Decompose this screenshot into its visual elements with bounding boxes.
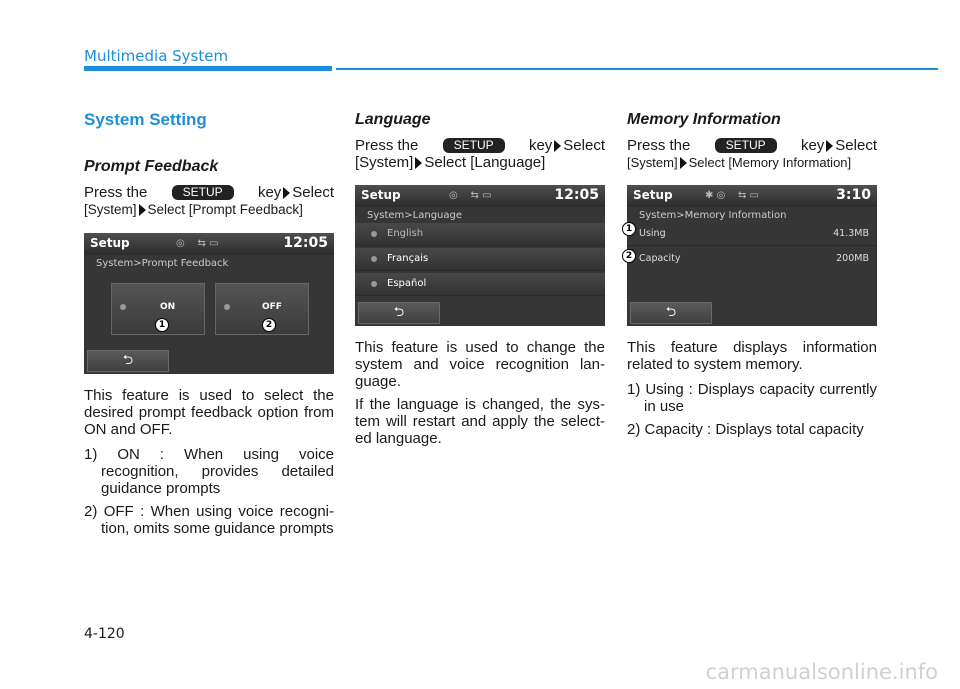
radio-dot-icon xyxy=(371,256,377,262)
description: This feature displays information related to system memory. xyxy=(627,339,877,373)
screen-prompt-feedback xyxy=(84,233,334,374)
instr-select: Select xyxy=(835,137,877,154)
arrow-right-icon xyxy=(554,140,561,152)
language-label: English xyxy=(387,228,424,239)
heading-system-setting: System Setting xyxy=(84,110,207,129)
instr-path-b: Select [Memory Information] xyxy=(688,155,852,170)
status-icons: ◎ ⇆ ▭ xyxy=(176,238,219,249)
language-option-espanol[interactable] xyxy=(355,273,605,296)
instr-path-b: Select [Prompt Feedback] xyxy=(147,202,303,217)
back-button[interactable]: ⮌ xyxy=(87,350,169,372)
instr-select: Select xyxy=(292,184,334,201)
memory-list xyxy=(627,381,877,438)
option-off-label: OFF xyxy=(262,302,282,312)
option-on-label: ON xyxy=(160,302,176,312)
list-item: 2) Capacity : Displays total capacity xyxy=(627,421,864,438)
arrow-right-icon xyxy=(139,204,146,216)
header-accent-bar xyxy=(84,66,332,71)
radio-dot-icon xyxy=(120,304,126,310)
memory-value: 200MB xyxy=(836,253,869,264)
page-number: 4-120 xyxy=(84,626,125,642)
instr-press: Press the xyxy=(355,137,419,154)
language-option-english[interactable] xyxy=(355,223,605,246)
memory-label: Capacity xyxy=(639,253,681,264)
arrow-right-icon xyxy=(415,157,422,169)
language-label: Español xyxy=(387,278,427,289)
instr-path-a: [System] xyxy=(84,202,137,217)
option-list xyxy=(84,446,334,537)
screen-language xyxy=(355,185,605,326)
memory-row-using xyxy=(627,223,877,246)
instr-press: Press the xyxy=(84,184,148,201)
screen-time: 12:05 xyxy=(554,187,599,203)
heading-prompt-feedback: Prompt Feedback xyxy=(84,158,219,175)
header-rule xyxy=(336,68,938,70)
screen-memory xyxy=(627,185,877,326)
screen-header xyxy=(355,185,605,207)
section-title: Multimedia System xyxy=(84,47,229,65)
callout-1: 1 xyxy=(622,222,636,236)
radio-dot-icon xyxy=(224,304,230,310)
list-item: 2) OFF : When using voice recogni-tion, omits some guidance prompts xyxy=(84,503,334,537)
list-item: 1) ON : When using voice recognition, provides detailed guidance prompts xyxy=(84,446,334,497)
callout-2: 2 xyxy=(622,249,636,263)
setup-key-badge: SETUP xyxy=(715,138,777,153)
description: This feature is used to select the desired prompt feedback option from ON and OFF. xyxy=(84,387,334,438)
radio-dot-icon xyxy=(371,281,377,287)
column-memory xyxy=(627,108,877,444)
list-item: 1) Using : Displays capacity currently in use xyxy=(627,381,877,415)
instr-path-b: Select [Language] xyxy=(424,154,546,171)
column-language xyxy=(355,108,605,453)
radio-dot-icon xyxy=(371,231,377,237)
screen-time: 3:10 xyxy=(836,187,871,203)
watermark: carmanualsonline.info xyxy=(705,660,938,684)
instr-press: Press the xyxy=(627,137,691,154)
instr-key: key xyxy=(800,137,825,154)
memory-value: 41.3MB xyxy=(833,228,869,239)
screen-breadcrumb: System>Memory Information xyxy=(639,210,787,221)
screen-breadcrumb: System>Prompt Feedback xyxy=(96,258,229,269)
instr-path-a: [System] xyxy=(627,155,678,170)
instr-path-a: [System] xyxy=(355,154,414,171)
instr-key: key xyxy=(528,137,553,154)
instruction xyxy=(355,137,605,171)
description xyxy=(355,339,605,447)
language-option-francais[interactable] xyxy=(355,248,605,271)
arrow-right-icon xyxy=(283,187,290,199)
setup-key-badge: SETUP xyxy=(172,185,234,200)
status-icons: ✱ ◎ ⇆ ▭ xyxy=(705,190,760,201)
screen-header xyxy=(84,233,334,255)
screen-breadcrumb: System>Language xyxy=(367,210,463,221)
description-paragraph: This feature is used to change the system and voice recognition lan-guage. xyxy=(355,339,605,390)
screen-title: Setup xyxy=(361,188,401,202)
memory-label: Using xyxy=(639,228,666,239)
callout-1: 1 xyxy=(155,318,169,332)
heading-language: Language xyxy=(355,111,431,128)
back-button[interactable]: ⮌ xyxy=(630,302,712,324)
instruction xyxy=(627,137,877,171)
column-prompt-feedback xyxy=(84,108,334,543)
description-paragraph: If the language is changed, the sys-tem will restart and apply the select-ed language. xyxy=(355,396,605,447)
screen-header xyxy=(627,185,877,207)
heading-memory-information: Memory Information xyxy=(627,111,781,128)
setup-key-badge: SETUP xyxy=(443,138,505,153)
screen-title: Setup xyxy=(90,236,130,250)
memory-row-capacity xyxy=(627,248,877,270)
status-icons: ◎ ⇆ ▭ xyxy=(449,190,492,201)
arrow-right-icon xyxy=(826,140,833,152)
screen-time: 12:05 xyxy=(283,235,328,251)
screen-title: Setup xyxy=(633,188,673,202)
instruction xyxy=(84,184,334,218)
instr-key: key xyxy=(257,184,282,201)
language-label: Français xyxy=(387,253,429,264)
arrow-right-icon xyxy=(680,157,687,169)
back-button[interactable]: ⮌ xyxy=(358,302,440,324)
callout-2: 2 xyxy=(262,318,276,332)
instr-select: Select xyxy=(563,137,605,154)
